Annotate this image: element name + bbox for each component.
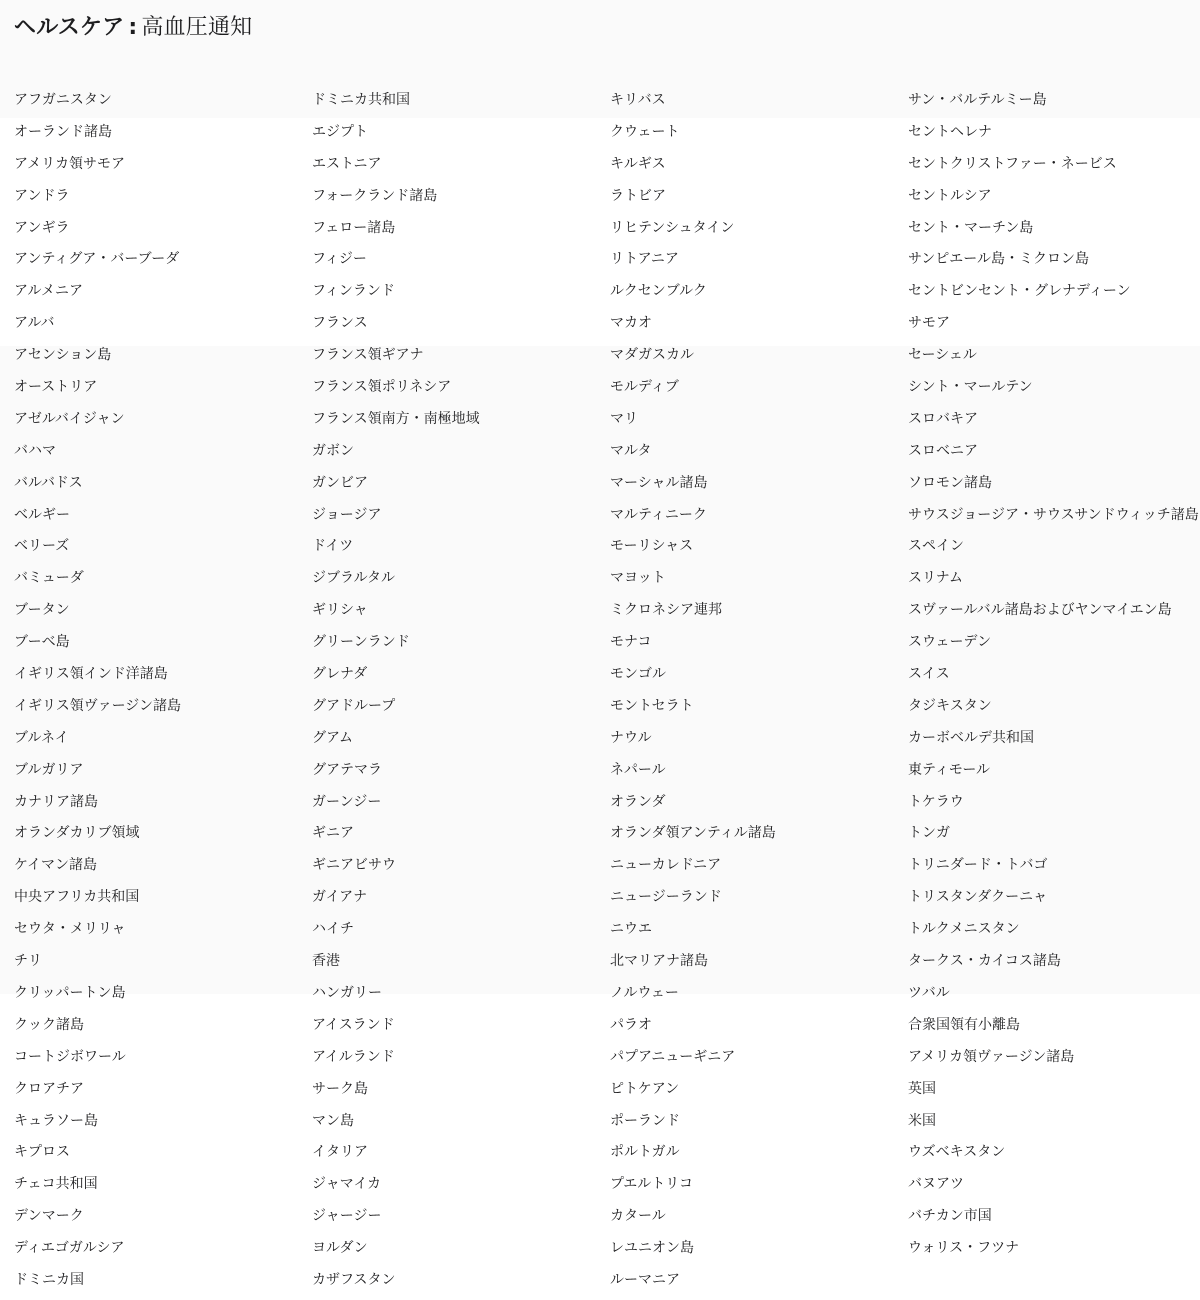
country-item: ドイツ: [312, 538, 354, 555]
country-list: [0, 85, 1200, 1297]
country-item: セントビンセント・グレナディーン: [908, 283, 1131, 300]
country-item: 英国: [908, 1080, 936, 1097]
country-item: ケイマン諸島: [14, 857, 98, 874]
country-item: ニュージーランド: [610, 889, 722, 906]
country-item: ラトビア: [610, 187, 666, 204]
country-item: サモア: [908, 315, 950, 332]
country-item: モーリシャス: [610, 538, 694, 555]
country-item: ハイチ: [312, 921, 354, 938]
country-item: ジャージー: [312, 1208, 382, 1225]
country-item: セント・マーチン島: [908, 219, 1034, 236]
country-item: アセンション島: [14, 347, 112, 364]
country-item: 東ティモール: [908, 761, 991, 778]
country-item: ハンガリー: [312, 984, 382, 1001]
country-item: オランダ: [610, 793, 666, 810]
country-item: ルーマニア: [610, 1271, 680, 1288]
country-item: アフガニスタン: [14, 92, 112, 108]
country-item: トンガ: [908, 825, 950, 842]
country-item: スイス: [908, 666, 950, 683]
country-item: サン・バルテルミー島: [908, 92, 1047, 108]
country-item: シント・マールテン: [908, 379, 1033, 396]
country-item: グレナダ: [312, 666, 368, 683]
country-item: デンマーク: [14, 1208, 84, 1225]
country-item: オランダ領アンティル諸島: [610, 825, 776, 842]
country-item: ギニアビサウ: [312, 857, 396, 874]
country-item: ジョージア: [312, 506, 382, 523]
country-item: セントルシア: [908, 187, 992, 204]
country-item: アメリカ領ヴァージン諸島: [908, 1048, 1075, 1065]
country-item: ギリシャ: [312, 602, 368, 619]
country-item: アルメニア: [14, 283, 84, 300]
country-column-1: [0, 85, 312, 1297]
country-item: アルバ: [14, 315, 55, 332]
country-item: スペイン: [908, 538, 964, 555]
country-item: リトアニア: [610, 251, 679, 268]
country-item: フィジー: [312, 251, 367, 268]
country-item: サンピエール島・ミクロン島: [908, 251, 1090, 268]
country-item: 米国: [908, 1112, 936, 1129]
country-item: アンギラ: [14, 219, 70, 236]
page-title-main: ヘルスケア: [14, 15, 125, 40]
country-item: カーボベルデ共和国: [908, 729, 1034, 746]
country-item: バミューダ: [14, 570, 84, 587]
country-item: マヨット: [610, 570, 666, 587]
country-item: エストニア: [312, 155, 382, 172]
country-item: マルタ: [610, 442, 652, 459]
country-item: ウォリス・フツナ: [908, 1240, 1020, 1257]
country-item: プエルトリコ: [610, 1176, 694, 1193]
country-item: ベルギー: [14, 506, 70, 523]
country-item: グアドループ: [312, 697, 396, 714]
country-item: バチカン市国: [908, 1208, 992, 1225]
country-item: トルクメニスタン: [908, 921, 1020, 938]
page-title-separator: :: [128, 15, 138, 40]
country-column-2: [312, 85, 610, 1297]
country-item: イタリア: [312, 1144, 368, 1161]
country-item: 北マリアナ諸島: [610, 953, 708, 970]
country-item: オーストリア: [14, 379, 98, 396]
country-column-3: [610, 85, 908, 1297]
country-item: タークス・カイコス諸島: [908, 953, 1061, 970]
page-title-sub: 高血圧通知: [141, 15, 253, 40]
country-item: 中央アフリカ共和国: [14, 889, 140, 906]
country-item: クック諸島: [14, 1016, 84, 1033]
country-item: フィンランド: [312, 283, 395, 300]
country-item: ベリーズ: [14, 538, 70, 555]
country-item: ブータン: [14, 602, 70, 619]
country-item: キュラソー島: [14, 1112, 98, 1129]
country-item: フランス: [312, 315, 368, 332]
country-item: ガボン: [312, 442, 354, 459]
country-item: サウスジョージア・サウスサンドウィッチ諸島: [908, 506, 1199, 523]
country-item: ネパール: [610, 761, 666, 778]
country-item: マカオ: [610, 315, 652, 332]
country-item: カタール: [610, 1208, 666, 1225]
country-item: スウェーデン: [908, 634, 992, 651]
country-item: ソロモン諸島: [908, 474, 992, 491]
country-item: ガンビア: [312, 474, 368, 491]
country-item: ガイアナ: [312, 889, 368, 906]
country-item: ギニア: [312, 825, 354, 842]
country-item: グリーンランド: [312, 634, 410, 651]
country-item: ナウル: [610, 729, 652, 746]
country-item: チリ: [14, 953, 42, 970]
country-item: イギリス領ヴァージン諸島: [14, 697, 181, 714]
country-item: フランス領ギアナ: [312, 347, 424, 364]
country-item: マン島: [312, 1112, 354, 1129]
country-item: ジブラルタル: [312, 570, 396, 587]
country-item: クリッパートン島: [14, 984, 126, 1001]
country-item: ツバル: [908, 984, 950, 1001]
country-item: アイスランド: [312, 1016, 395, 1033]
country-item: マダガスカル: [610, 347, 694, 364]
country-item: モントセラト: [610, 697, 694, 714]
country-item: ウズベキスタン: [908, 1144, 1006, 1161]
country-item: フランス領南方・南極地域: [312, 410, 480, 427]
country-item: アメリカ領サモア: [14, 155, 126, 172]
country-item: スリナム: [908, 570, 964, 587]
country-item: ヨルダン: [312, 1240, 368, 1257]
country-item: セウタ・メリリャ: [14, 921, 126, 938]
country-item: サーク島: [312, 1080, 368, 1097]
country-item: モナコ: [610, 634, 652, 651]
country-item: リヒテンシュタイン: [610, 219, 735, 236]
country-item: ポーランド: [610, 1112, 680, 1129]
country-item: ノルウェー: [610, 984, 679, 1001]
country-item: セントクリストファー・ネービス: [908, 155, 1117, 172]
country-item: バハマ: [14, 442, 56, 459]
country-item: ニューカレドニア: [610, 857, 722, 874]
country-item: スヴァールバル諸島およびヤンマイエン島: [908, 602, 1172, 619]
country-item: ジャマイカ: [312, 1176, 382, 1193]
country-item: パラオ: [610, 1016, 652, 1033]
country-item: バルバドス: [14, 474, 83, 491]
country-item: ドミニカ共和国: [312, 92, 410, 108]
country-item: ドミニカ国: [14, 1271, 84, 1288]
country-item: ルクセンブルク: [610, 283, 707, 300]
country-item: クウェート: [610, 123, 680, 140]
country-item: スロバキア: [908, 410, 978, 427]
country-item: アゼルバイジャン: [14, 410, 125, 427]
country-item: アンドラ: [14, 187, 70, 204]
country-item: アンティグア・バーブーダ: [14, 251, 180, 268]
country-item: パプアニューギニア: [610, 1048, 736, 1065]
country-item: キルギス: [610, 155, 666, 172]
country-item: オランダカリブ領域: [14, 825, 140, 842]
country-item: オーランド諸島: [14, 123, 112, 140]
country-item: マーシャル諸島: [610, 474, 708, 491]
country-item: イギリス領インド洋諸島: [14, 666, 168, 683]
country-item: ミクロネシア連邦: [610, 602, 722, 619]
country-item: チェコ共和国: [14, 1176, 98, 1193]
country-item: マリ: [610, 410, 638, 427]
country-item: ブルネイ: [14, 729, 69, 746]
country-item: タジキスタン: [908, 697, 992, 714]
country-item: バヌアツ: [908, 1176, 964, 1193]
country-item: ブーベ島: [14, 634, 70, 651]
country-column-4: [908, 85, 1200, 1297]
country-item: セーシェル: [908, 347, 977, 364]
country-item: フェロー諸島: [312, 219, 396, 236]
country-item: スロベニア: [908, 442, 978, 459]
country-item: レユニオン島: [610, 1240, 694, 1257]
country-item: ピトケアン: [610, 1080, 680, 1097]
page-title: [14, 12, 252, 44]
country-item: クロアチア: [14, 1080, 84, 1097]
country-item: トリスタンダクーニャ: [908, 889, 1048, 906]
country-item: トリニダード・トバゴ: [908, 857, 1048, 874]
country-item: トケラウ: [908, 793, 964, 810]
country-item: カナリア諸島: [14, 793, 98, 810]
country-item: ブルガリア: [14, 761, 84, 778]
country-item: グアテマラ: [312, 761, 382, 778]
country-item: モルディブ: [610, 379, 679, 396]
country-item: マルティニーク: [610, 506, 707, 523]
country-item: カザフスタン: [312, 1271, 396, 1288]
country-item: フランス領ポリネシア: [312, 379, 452, 396]
country-item: セントヘレナ: [908, 123, 992, 140]
country-item: ガーンジー: [312, 793, 382, 810]
country-item: アイルランド: [312, 1048, 395, 1065]
country-item: フォークランド諸島: [312, 187, 438, 204]
country-item: キプロス: [14, 1144, 70, 1161]
country-item: モンゴル: [610, 666, 666, 683]
country-item: コートジボワール: [14, 1048, 126, 1065]
country-item: 合衆国領有小離島: [908, 1016, 1020, 1033]
country-item: 香港: [312, 953, 340, 970]
country-item: ニウエ: [610, 921, 652, 938]
country-item: エジプト: [312, 123, 368, 140]
country-item: キリバス: [610, 92, 666, 108]
country-item: ポルトガル: [610, 1144, 680, 1161]
country-item: グアム: [312, 729, 354, 746]
country-item: ディエゴガルシア: [14, 1240, 125, 1257]
